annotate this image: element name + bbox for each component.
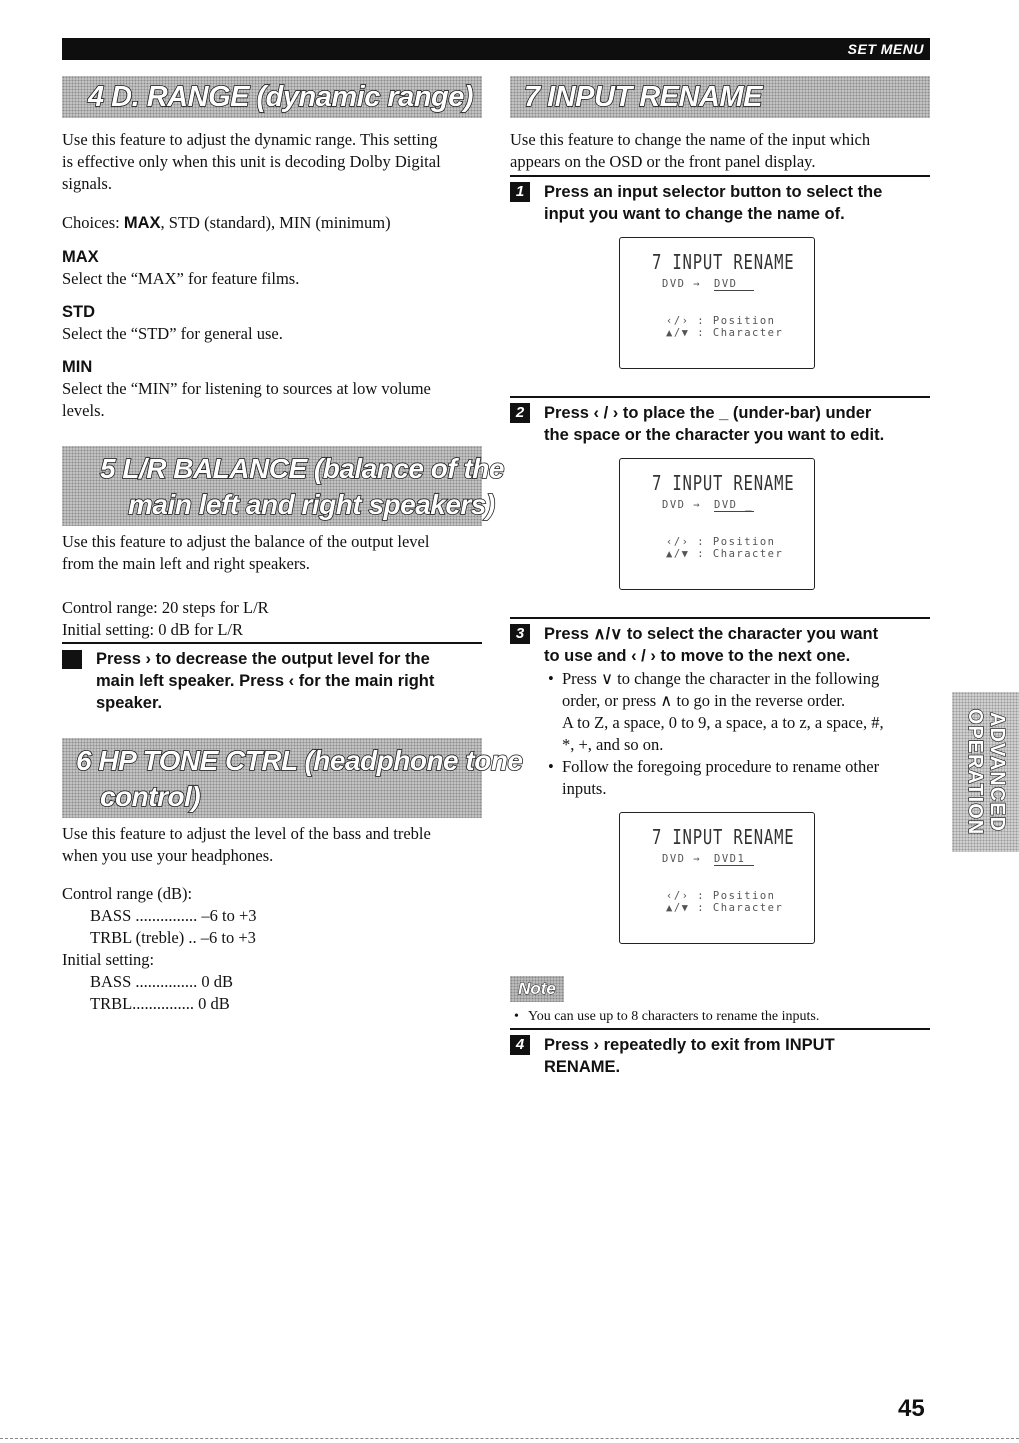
osd-screen-2: [619, 458, 815, 590]
balance-heading: 5 L/R BALANCE (balance of the main left and right speakers): [62, 446, 482, 526]
bottom-divider: [0, 1438, 1019, 1440]
balance-range: Control range: 20 steps for L/R Initial setting: 0 dB for L/R: [62, 598, 269, 639]
step2-rule: [510, 396, 930, 398]
hptone-heading: 6 HP TONE CTRL (headphone tone control): [62, 738, 482, 818]
note-badge: Note: [510, 976, 564, 1002]
drange-choices: Choices: MAX, STD (standard), MIN (minimum): [62, 213, 391, 232]
osd-source: DVD →: [662, 853, 702, 865]
section-title: SET MENU: [847, 41, 924, 57]
note-text: • You can use up to 8 characters to rename the inputs.: [510, 1008, 930, 1026]
step3-text: Press ∧/∨ to select the character you want to use and ‹ / › to move to the next one.: [544, 625, 879, 665]
side-tab-label: ADVANCED OPERATION: [963, 708, 1008, 836]
osd-position-hint: ‹/› : Position: [666, 890, 776, 902]
osd-title: 7 INPUT RENAME: [652, 250, 795, 274]
osd-position-hint: ‹/› : Position: [666, 315, 776, 327]
balance-step-marker: [62, 650, 82, 669]
step3-rule: [510, 617, 930, 619]
balance-intro: Use this feature to adjust the balance of the output level from the main left and right speakers.: [62, 532, 430, 573]
osd-value: DVD1: [714, 853, 754, 866]
step1-rule: [510, 175, 930, 177]
osd-source: DVD →: [662, 499, 702, 511]
balance-step-text: Press › to decrease the output level for the main left speaker. Press ‹ for the main right speaker.: [96, 650, 435, 712]
step3-number: 3: [510, 624, 530, 644]
osd-character-hint: ▲/▼ : Character: [666, 902, 784, 914]
rename-intro: Use this feature to change the name of the input which appears on the OSD or the front panel display.: [510, 130, 871, 171]
osd-character-hint: ▲/▼ : Character: [666, 327, 784, 339]
osd-screen-3: [619, 812, 815, 944]
step4-text: Press › repeatedly to exit from INPUT RENAME.: [544, 1036, 835, 1076]
section-header-bar: [62, 38, 930, 60]
osd-character-hint: ▲/▼ : Character: [666, 548, 784, 560]
osd-title: 7 INPUT RENAME: [652, 471, 795, 495]
hptone-intro: Use this feature to adjust the level of the bass and treble when you use your headphones.: [62, 824, 431, 865]
step2-text: Press ‹ / › to place the _ (under-bar) under the space or the character you want to edit.: [544, 404, 885, 444]
side-tab-advanced-operation: [952, 692, 1019, 852]
osd-position-hint: ‹/› : Position: [666, 536, 776, 548]
bullet-item: • Follow the foregoing procedure to rename other inputs.: [544, 756, 930, 800]
bullet-item: • Press ∨ to change the character in the following order, or press ∧ to go in the reverse order. A to Z, a space, 0 to 9, a space, a to z, a space, #, *, +, and so on.: [544, 668, 930, 756]
step4-number: 4: [510, 1035, 530, 1055]
step1-text: Press an input selector button to select the input you want to change the name of.: [544, 183, 883, 223]
drange-option-min: MIN Select the “MIN” for listening to sources at low volume levels.: [62, 358, 431, 420]
hptone-settings: Control range (dB): BASS ............... –6 to +3 TRBL (treble) .. –6 to +3 Initial setting: BASS ............... 0 dB TRBL............... 0 dB: [62, 884, 257, 1013]
rename-heading: 7 INPUT RENAME: [510, 76, 930, 118]
osd-value: DVD _: [714, 499, 754, 511]
page-number: 45: [898, 1395, 925, 1422]
step2-number: 2: [510, 403, 530, 423]
drange-option-max: MAX Select the “MAX” for feature films.: [62, 248, 300, 288]
balance-step-rule: [62, 642, 482, 644]
step3-bullets: [544, 668, 930, 800]
step4-rule: [510, 1028, 930, 1030]
osd-title: 7 INPUT RENAME: [652, 825, 795, 849]
drange-heading: 4 D. RANGE (dynamic range): [62, 76, 482, 118]
osd-screen-1: [619, 237, 815, 369]
step1-number: 1: [510, 182, 530, 202]
osd-value: DVD: [714, 278, 754, 291]
drange-intro: Use this feature to adjust the dynamic range. This setting is effective only when this unit is decoding Dolby Digital signals.: [62, 130, 441, 193]
drange-option-std: STD Select the “STD” for general use.: [62, 303, 283, 343]
osd-source: DVD →: [662, 278, 702, 290]
